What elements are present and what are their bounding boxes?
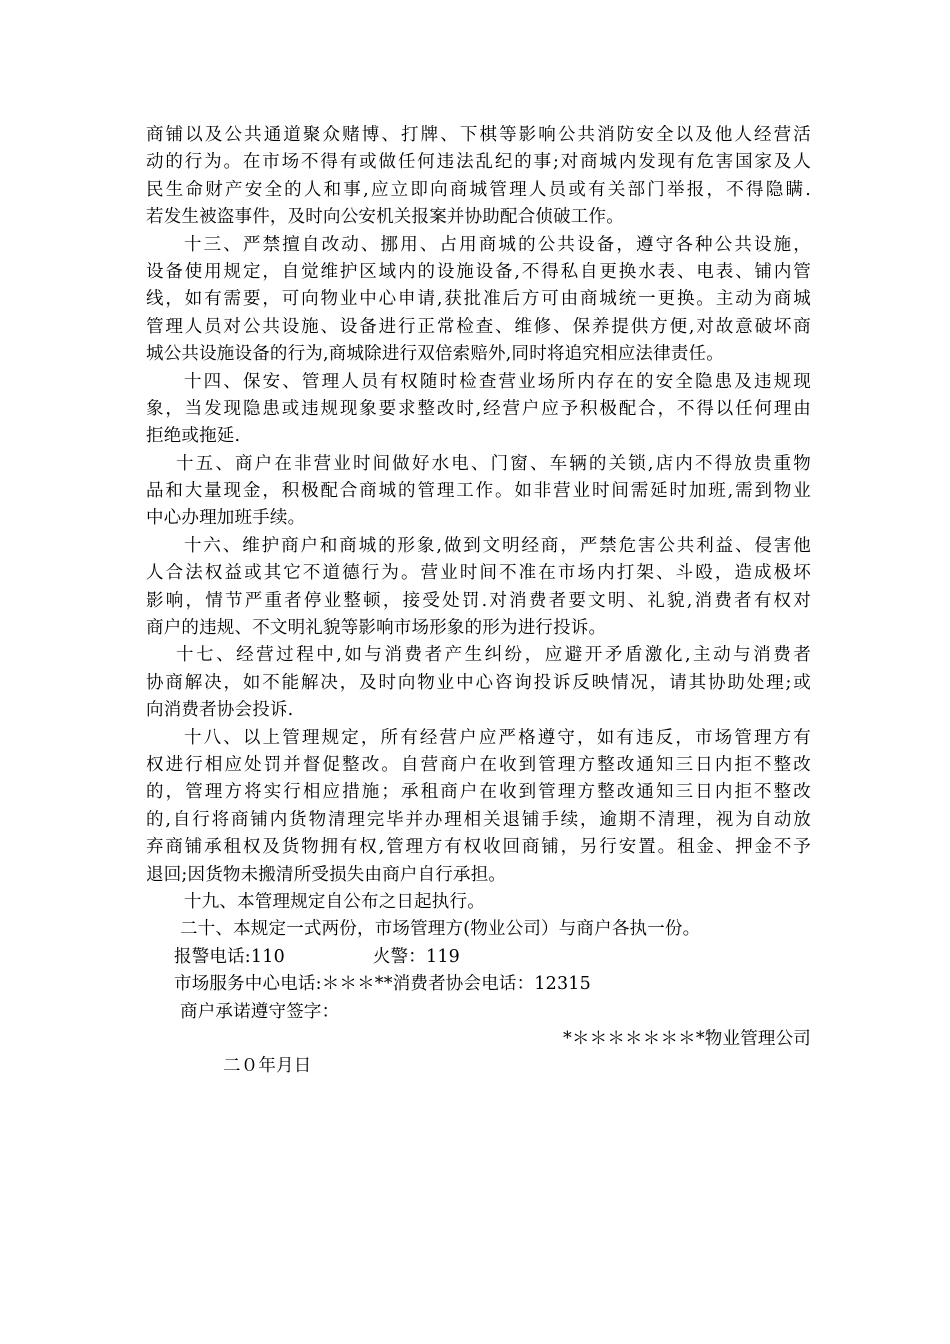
clause-15-line: 十五、商户在非营业时间做好水电、门窗、车辆的关锁,店内不得放贵重物 [176, 453, 811, 474]
text-line: 动的行为。在市场不得有或做任何违法乱纪的事;对商城内发现有危害国家及人 [146, 152, 811, 173]
company-name: *＊＊＊＊＊＊＊*物业管理公司 [563, 1028, 811, 1049]
text-line: 若发生被盗事件，及时向公安机关报案并协助配合侦破工作。 [146, 207, 624, 228]
text-line: 象，当发现隐患或违规现象要求整改时,经营户应予积极配合，不得以任何理由 [146, 398, 811, 419]
emergency-phones-line [146, 944, 811, 971]
text-line: 退回;因货物未搬清所受损失由商户自行承担。 [146, 864, 507, 885]
text-line: 商户的违规、不文明礼貌等影响市场形象的形为进行投诉。 [146, 618, 607, 639]
text-line: 品和大量现金，积极配合商城的管理工作。如非营业时间需延时加班,需到物业 [146, 481, 811, 502]
clause-19-line: 十九、本管理规定自公布之日起执行。 [184, 891, 485, 912]
clause-17-line: 十七、经营过程中,如与消费者产生纠纷，应避开矛盾激化,主动与消费者 [176, 645, 811, 666]
text-line: 向消费者协会投诉. [146, 700, 294, 721]
document-body [146, 122, 811, 1081]
text-line: 城公共设施设备的行为,商城除进行双倍索赔外,同时将追究相应法律责任。 [146, 344, 724, 365]
signature-prompt: 商户承诺遵守签字： [180, 1001, 340, 1022]
text-line: 人合法权益或其它不道德行为。营业时间不准在市场内打架、斗殴，造成极坏 [146, 563, 811, 584]
text-line: 管理人员对公共设施、设备进行正常检查、维修、保养提供方便,对故意破坏商 [146, 316, 811, 337]
fire-phone: 火警：119 [372, 946, 461, 967]
text-line: 弃商铺承租权及货物拥有权,管理方有权收回商铺，另行安置。租金、押金不予 [146, 837, 811, 858]
clause-13-line: 十三、严禁擅自改动、挪用、占用商城的公共设备，遵守各种公共设施， [184, 234, 811, 255]
text-line: 拒绝或拖延. [146, 426, 241, 447]
text-line: 商铺以及公共通道聚众赌博、打牌、下棋等影响公共消防安全以及他人经营活 [146, 125, 811, 145]
clause-20-line: 二十、本规定一式两份，市场管理方(物业公司）与商户各执一份。 [180, 919, 701, 940]
clause-14-line: 十四、保安、管理人员有权随时检查营业场所内存在的安全隐患及违规现 [184, 371, 811, 392]
text-line: 权进行相应处罚并督促整改。自营商户在收到管理方整改通知三日内拒不整改 [146, 754, 811, 775]
text-line: 的，管理方将实行相应措施；承租商户在收到管理方整改通知三日内拒不整改 [146, 782, 811, 803]
alarm-phone: 报警电话:110 [174, 946, 285, 967]
document-date: 二０年月日 [223, 1056, 312, 1077]
text-line: 的,自行将商铺内货物清理完毕并办理相关退铺手续，逾期不清理，视为自动放 [146, 809, 811, 830]
service-phone-line: 市场服务中心电话:＊＊＊**消费者协会电话：12315 [174, 974, 591, 995]
text-line: 民生命财产安全的人和事,应立即向商城管理人员或有关部门举报，不得隐瞒. [146, 179, 811, 200]
text-line: 线，如有需要，可向物业中心申请,获批准后方可由商城统一更换。主动为商城 [146, 289, 811, 310]
clause-18-line: 十八、以上管理规定，所有经营户应严格遵守，如有违反，市场管理方有 [184, 727, 811, 748]
text-line: 设备使用规定，自觉维护区域内的设施设备,不得私自更换水表、电表、铺内管 [146, 261, 811, 282]
text-line: 影响，情节严重者停业整顿，接受处罚.对消费者要文明、礼貌,消费者有权对 [146, 590, 811, 611]
text-line: 协商解决，如不能解决，及时向物业中心咨询投诉反映情况，请其协助处理;或 [146, 672, 811, 693]
clause-16-line: 十六、维护商户和商城的形象,做到文明经商，严禁危害公共利益、侵害他 [184, 535, 811, 556]
text-line: 中心办理加班手续。 [146, 508, 306, 529]
